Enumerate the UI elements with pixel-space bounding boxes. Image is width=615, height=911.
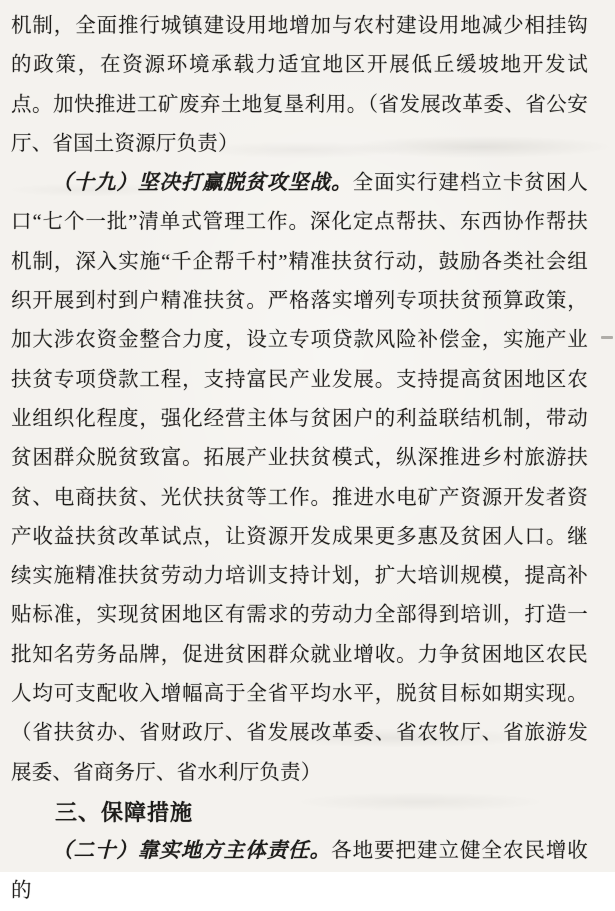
paragraph-continuation-text: 机制，全面推行城镇建设用地增加与农村建设用地减少相挂钩的政策，在资源环境承载力适宜地区开展低丘缓坡地开发试点。加快推进工矿废弃土地复垦利用。（省发展改革委、省公安厅、省国土资源厅负责） [11, 15, 588, 155]
paragraph-continuation [11, 7, 588, 164]
item-19-body: 全面实行建档立卡贫困人口“七个一批”清单式管理工作。深化定点帮扶、东西协作帮扶机制，深入实施“千企帮千村”精准扶贫行动，鼓励各类社会组织开展到村到户精准扶贫。严格落实增列专项扶贫预算政策，加大涉农资金整合力度，设立专项贷款风险补偿金，实施产业扶贫专项贷款工程，支持富民产业发展。支持提高贫困地区农业组织化程度，强化经营主体与贫困户的利益联结机制，带动贫困群众脱贫致富。拓展产业扶贫模式，纵深推进乡村旅游扶贫、电商扶贫、光伏扶贫等工作。推进水电矿产资源开发者资产收益扶贫改革试点，让资源开发成果更多惠及贫困人口。继续实施精准扶贫劳动力培训支持计划，扩大培训规模，提高补贴标准，实现贫困地区有需求的劳动力全部得到培训，打造一批知名劳务品牌，促进贫困群众就业增收。力争贫困地区农民人均可支配收入增幅高于全省平均水平，脱贫目标如期实现。（省扶贫办、省财政厅、省发展改革委、省农牧厅、省旅游发展委、省商务厅、省水利厅负责） [11, 172, 588, 784]
paragraph-item-19 [11, 164, 588, 793]
scan-artifact-mark [601, 336, 613, 339]
item-19-lead: （十九）坚决打赢脱贫攻坚战。 [52, 172, 353, 195]
item-20-lead: （二十）靠实地方主体责任。 [52, 840, 332, 863]
section-heading-safeguard-measures: 三、保障措施 [55, 799, 194, 825]
item-20-body: 各地要把建立健全农民增收的 [11, 840, 588, 902]
